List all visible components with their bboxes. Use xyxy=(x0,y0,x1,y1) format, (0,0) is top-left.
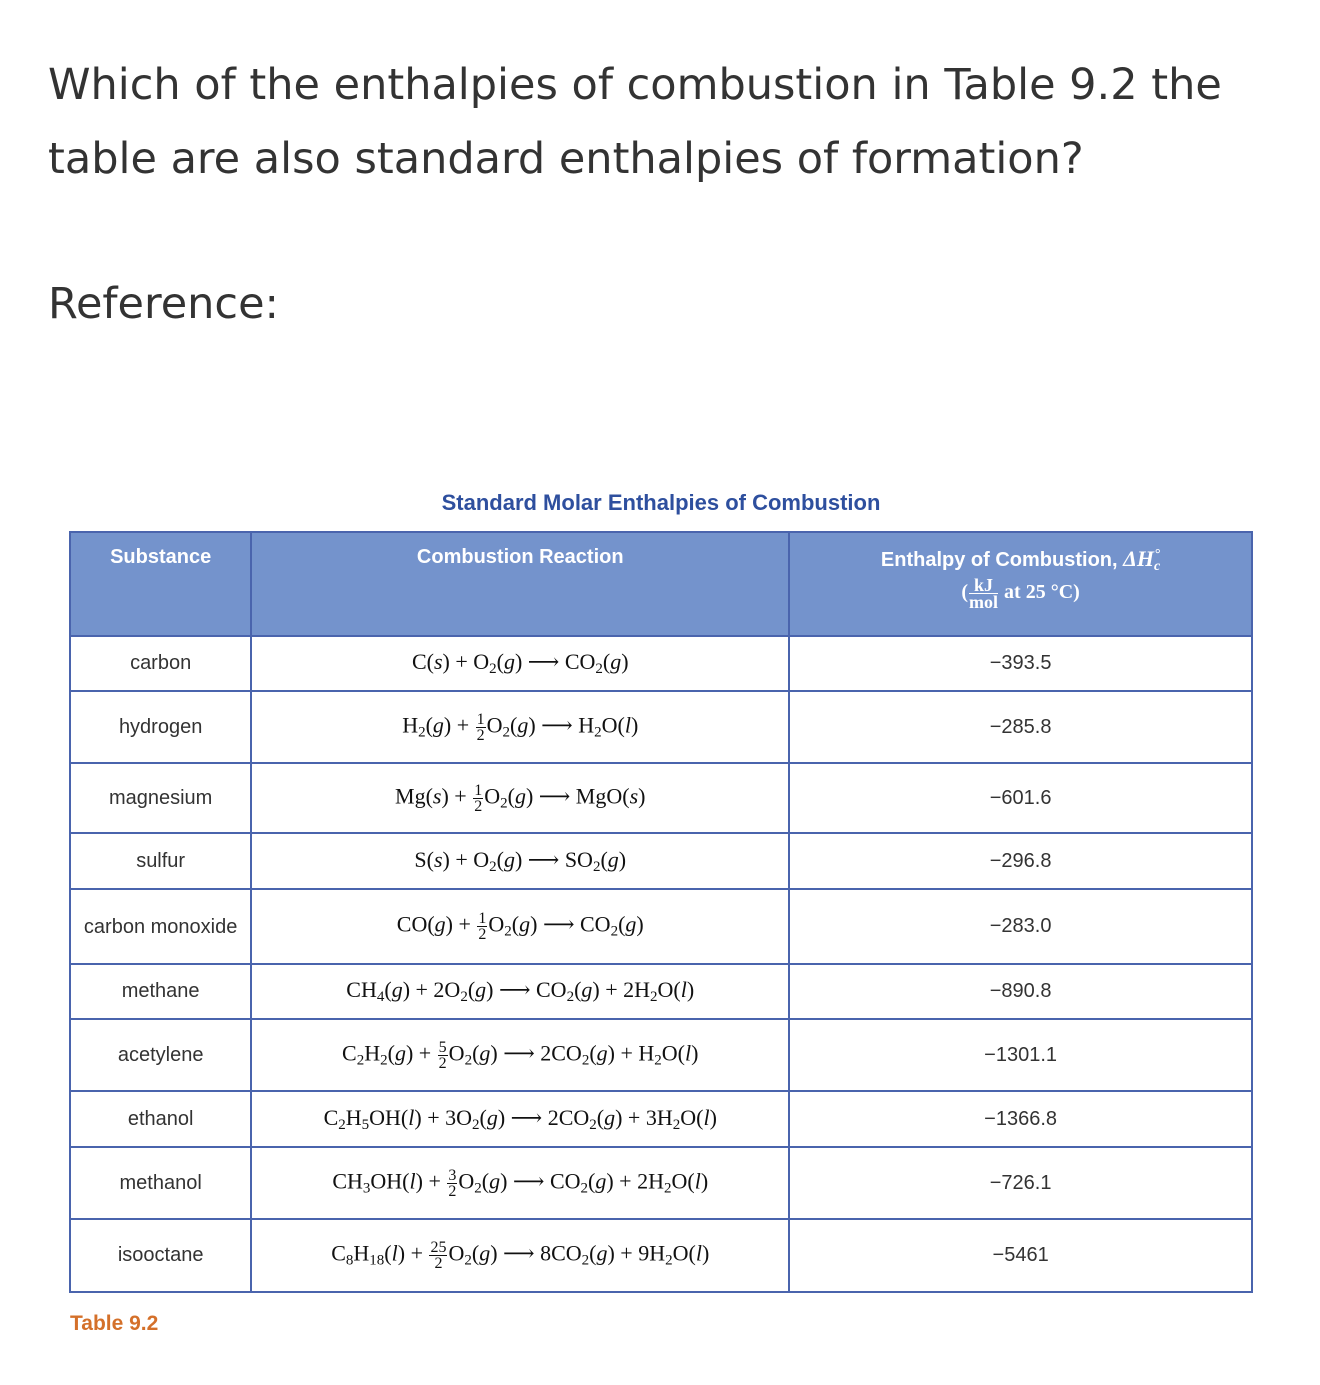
header-enthalpy xyxy=(789,532,1252,636)
table-body xyxy=(70,636,1252,1292)
enthalpy-value-cell: −393.5 xyxy=(789,636,1252,691)
table-row xyxy=(70,1219,1252,1292)
table-row xyxy=(70,763,1252,833)
units-label: ( $\frac{kJ}{\text{mol}}$ at 25 °C) xyxy=(961,574,1080,612)
substance-cell: carbon monoxide xyxy=(70,889,251,964)
enthalpy-value-cell: −726.1 xyxy=(789,1147,1252,1219)
enthalpy-value-cell: −285.8 xyxy=(789,691,1252,763)
substance-cell: magnesium xyxy=(70,763,251,833)
reference-label: Reference: xyxy=(48,279,280,329)
substance-cell: sulfur xyxy=(70,833,251,889)
reaction-cell: $S(s) + O_2(g)$ ⟶ $SO_2(g)$ xyxy=(251,833,789,889)
table-row xyxy=(70,691,1252,763)
substance-cell: methane xyxy=(70,964,251,1019)
table-footer-label: Table 9.2 xyxy=(70,1312,159,1335)
question-text: Which of the enthalpies of combustion in Table 9.2 the table are also standard enthalpies of formation? xyxy=(48,60,1222,184)
enthalpy-value-cell: −296.8 xyxy=(789,833,1252,889)
substance-cell: hydrogen xyxy=(70,691,251,763)
table-row xyxy=(70,1147,1252,1219)
reaction-cell: CO(g) + $\frac{1}{2}$ $O_2(g)$ ⟶ $CO_2(g)$ xyxy=(251,889,789,964)
header-enthalpy-label: Enthalpy of Combustion, xyxy=(880,549,1118,571)
reaction-cell: $C_2H_2(g)$ + $\frac{5}{2}$ $O_2(g)$ ⟶ $2CO_2(g) + H_2O(l)$ xyxy=(251,1019,789,1091)
reaction-cell: $H_2(g)$ + $\frac{1}{2}$ $O_2(g)$ ⟶ $H_2O(l)$ xyxy=(251,691,789,763)
enthalpy-value-cell: −1366.8 xyxy=(789,1091,1252,1147)
table-row xyxy=(70,964,1252,1019)
reaction-cell: $C(s) + O_2(g)$ ⟶ $CO_2(g)$ xyxy=(251,636,789,691)
table-row xyxy=(70,1019,1252,1091)
reaction-cell: $C_8H_{18}(l)$ + $\frac{25}{2}$ $O_2(g)$ ⟶ $8CO_2(g) + 9H_2O(l)$ xyxy=(251,1219,789,1292)
reaction-cell: $CH_4(g) + 2O_2(g)$ ⟶ $CO_2(g) + 2H_2O(l)$ xyxy=(251,964,789,1019)
reaction-cell: $CH_3OH(l)$ + $\frac{3}{2}$ $O_2(g)$ ⟶ $CO_2(g) + 2H_2O(l)$ xyxy=(251,1147,789,1219)
reaction-cell: $C_2H_5OH(l) + 3O_2(g)$ ⟶ $2CO_2(g) + 3H_2O(l)$ xyxy=(251,1091,789,1147)
enthalpy-value-cell: −283.0 xyxy=(789,889,1252,964)
table-row xyxy=(70,1091,1252,1147)
table-caption: Standard Molar Enthalpies of Combustion xyxy=(441,490,881,515)
enthalpy-table xyxy=(69,531,1253,1293)
substance-cell: ethanol xyxy=(70,1091,251,1147)
table-header-row xyxy=(70,532,1252,636)
reaction-cell: Mg(s) + $\frac{1}{2}$ $O_2(g)$ ⟶ MgO(s) xyxy=(251,763,789,833)
table-row xyxy=(70,833,1252,889)
delta-h-symbol: ΔH ° c xyxy=(1123,546,1161,574)
substance-cell: acetylene xyxy=(70,1019,251,1091)
enthalpy-value-cell: −5461 xyxy=(789,1219,1252,1292)
substance-cell: methanol xyxy=(70,1147,251,1219)
enthalpy-value-cell: −601.6 xyxy=(789,763,1252,833)
enthalpy-value-cell: −1301.1 xyxy=(789,1019,1252,1091)
substance-cell: carbon xyxy=(70,636,251,691)
table-row xyxy=(70,889,1252,964)
table-row xyxy=(70,636,1252,691)
header-reaction: Combustion Reaction xyxy=(251,532,789,636)
substance-cell: isooctane xyxy=(70,1219,251,1292)
enthalpy-value-cell: −890.8 xyxy=(789,964,1252,1019)
header-substance: Substance xyxy=(70,532,251,636)
